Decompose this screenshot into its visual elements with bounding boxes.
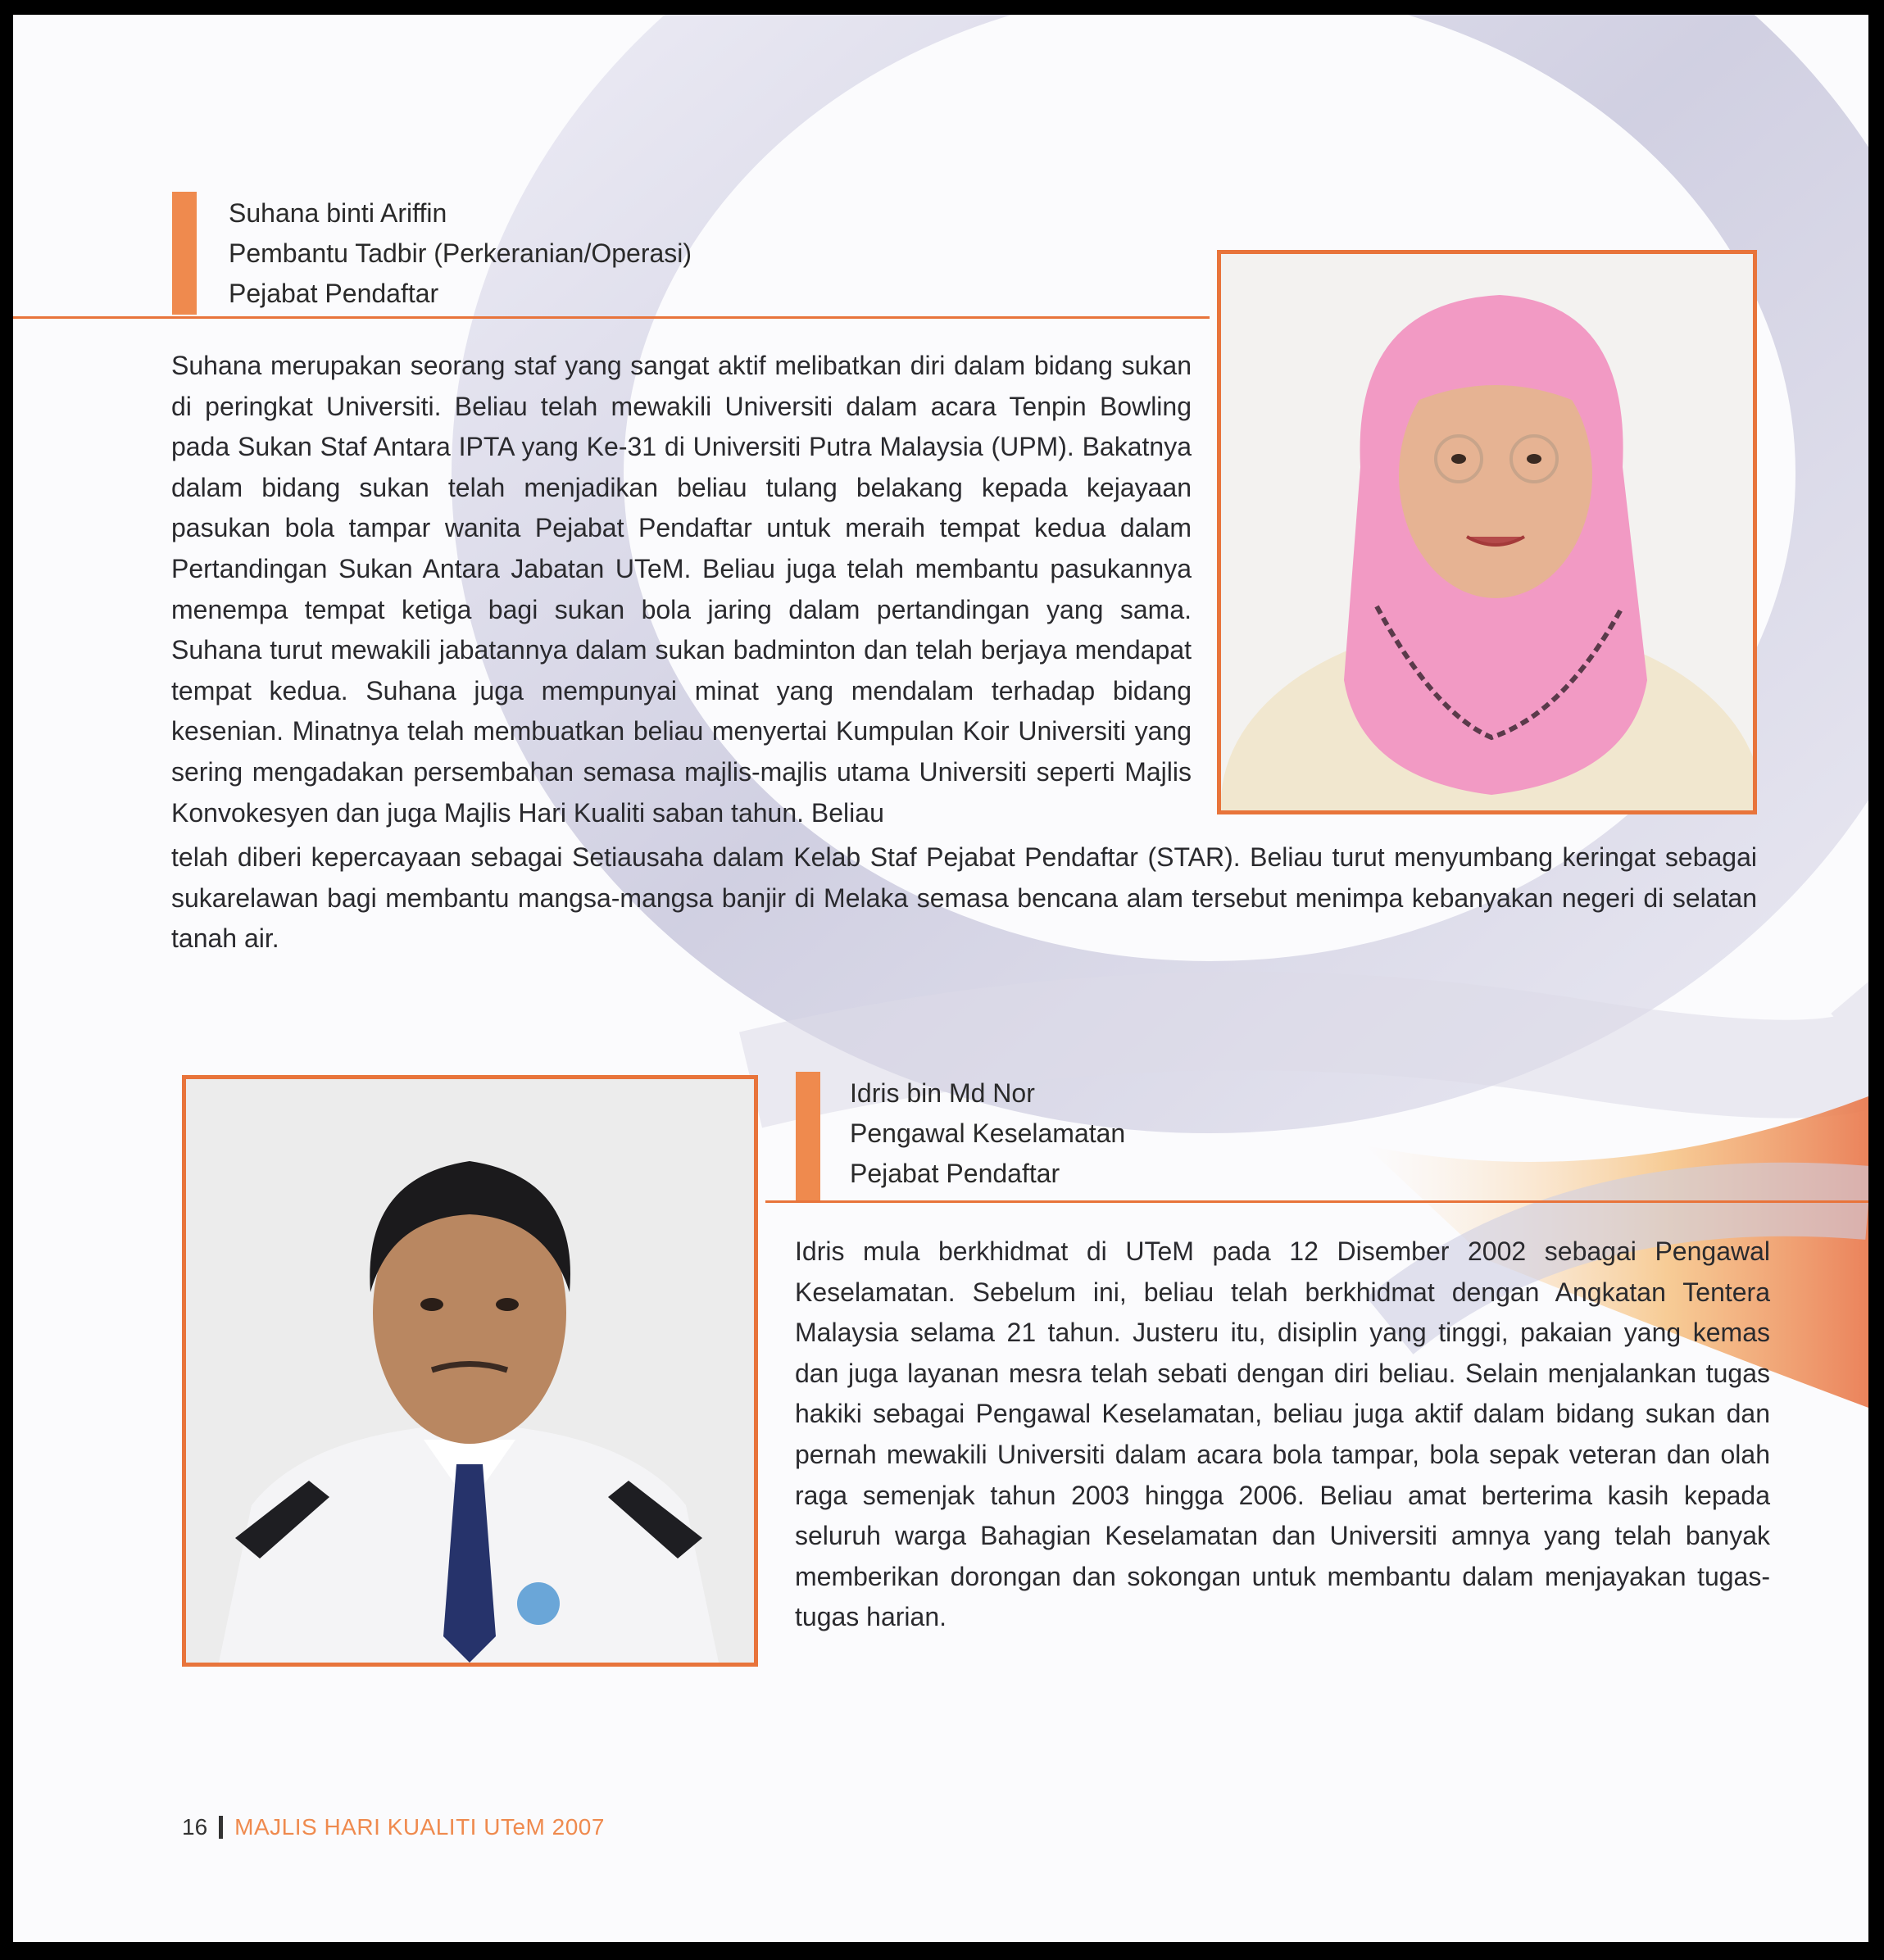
- profile2-photo: [182, 1075, 758, 1667]
- profile1-photo: [1217, 250, 1757, 814]
- profile2-bio: Idris mula berkhidmat di UTeM pada 12 Disember 2002 sebagai Pengawal Keselamatan. Sebelum ini, beliau telah berkhidmat dengan Angkatan Tentera Malaysia selama 21 tahun. Justeru itu, disiplin yang tinggi, pakaian yang kemas dan juga layanan mesra telah sebati dengan diri beliau. Selain menjalankan tugas hakiki sebagai Pengawal Keselamatan, beliau juga aktif dalam bidang sukan dan pernah mewakili Universiti dalam acara bola tampar, bola sepak veteran dan olah raga semenjak tahun 2003 hingga 2006. Beliau amat berterima kasih kepada seluruh warga Bahagian Keselamatan dan Universiti amnya yang telah banyak memberikan dorongan dan sokongan untuk membantu dalam menjayakan tugas-tugas harian.: [795, 1236, 1770, 1632]
- page-footer: [182, 1811, 605, 1844]
- profile1-divider: [13, 316, 1210, 319]
- profile2-department: Pejabat Pendaftar: [850, 1159, 1060, 1188]
- profile1-name: Suhana binti Ariffin: [229, 198, 447, 228]
- profile1-bio-lead: Suhana merupakan seorang staf yang sangat aktif melibatkan diri dalam bidang sukan di peringkat Universiti. Beliau telah mewakili Universiti dalam acara Tenpin Bowling pada Sukan Staf Antara IPTA yang Ke-31 di Universiti Putra Malaysia (UPM). Bakatnya dalam bidang sukan telah menjadikan beliau tulang belakang kepada kejayaan pasukan bola tampar wanita Pejabat Pendaftar untuk meraih tempat kedua dalam Pertandingan Sukan Antara Jabatan UTeM. Beliau juga telah membantu pasukannya menempa tempat ketiga bagi sukan bola jaring dalam pertandingan yang sama. Suhana turut mewakili jabatannya dalam sukan badminton dan telah berjaya mendapat tempat kedua. Suhana juga mempunyai minat yang mendalam terhadap bidang kesenian. Minatnya telah membuatkan beliau menyertai Kumpulan Koir Universiti yang sering mengadakan persembahan semasa majlis-majlis utama Universiti seperti Majlis Konvokesyen dan juga Majlis Hari Kualiti saban tahun. Beliau: [171, 351, 1192, 828]
- profile1-position: Pembantu Tadbir (Perkeranian/Operasi): [229, 238, 692, 268]
- profile1-bio-rest: telah diberi kepercayaan sebagai Setiausaha dalam Kelab Staf Pejabat Pendaftar (STAR). Beliau turut menyumbang keringat sebagai sukarelawan bagi membantu mangsa-mangsa banjir di Melaka semasa bencana alam tersebut menimpa kebanyakan negeri di selatan tanah air.: [171, 842, 1757, 954]
- page: [13, 15, 1868, 1942]
- profile2-position: Pengawal Keselamatan: [850, 1118, 1126, 1148]
- profile2-name: Idris bin Md Nor: [850, 1078, 1035, 1108]
- footer-separator: [219, 1816, 223, 1839]
- profile2-divider: [765, 1200, 1868, 1203]
- profile2-header: [850, 1073, 1125, 1194]
- page-number: 16: [182, 1814, 208, 1840]
- profile1-accent-bar: [172, 192, 197, 315]
- portrait-man-uniform-image: [186, 1079, 754, 1663]
- publication-title: MAJLIS HARI KUALITI UTeM 2007: [234, 1814, 605, 1840]
- profile2-accent-bar: [796, 1072, 820, 1200]
- profile1-header: [229, 193, 692, 314]
- portrait-woman-hijab-image: [1221, 254, 1753, 810]
- profile1-department: Pejabat Pendaftar: [229, 279, 439, 308]
